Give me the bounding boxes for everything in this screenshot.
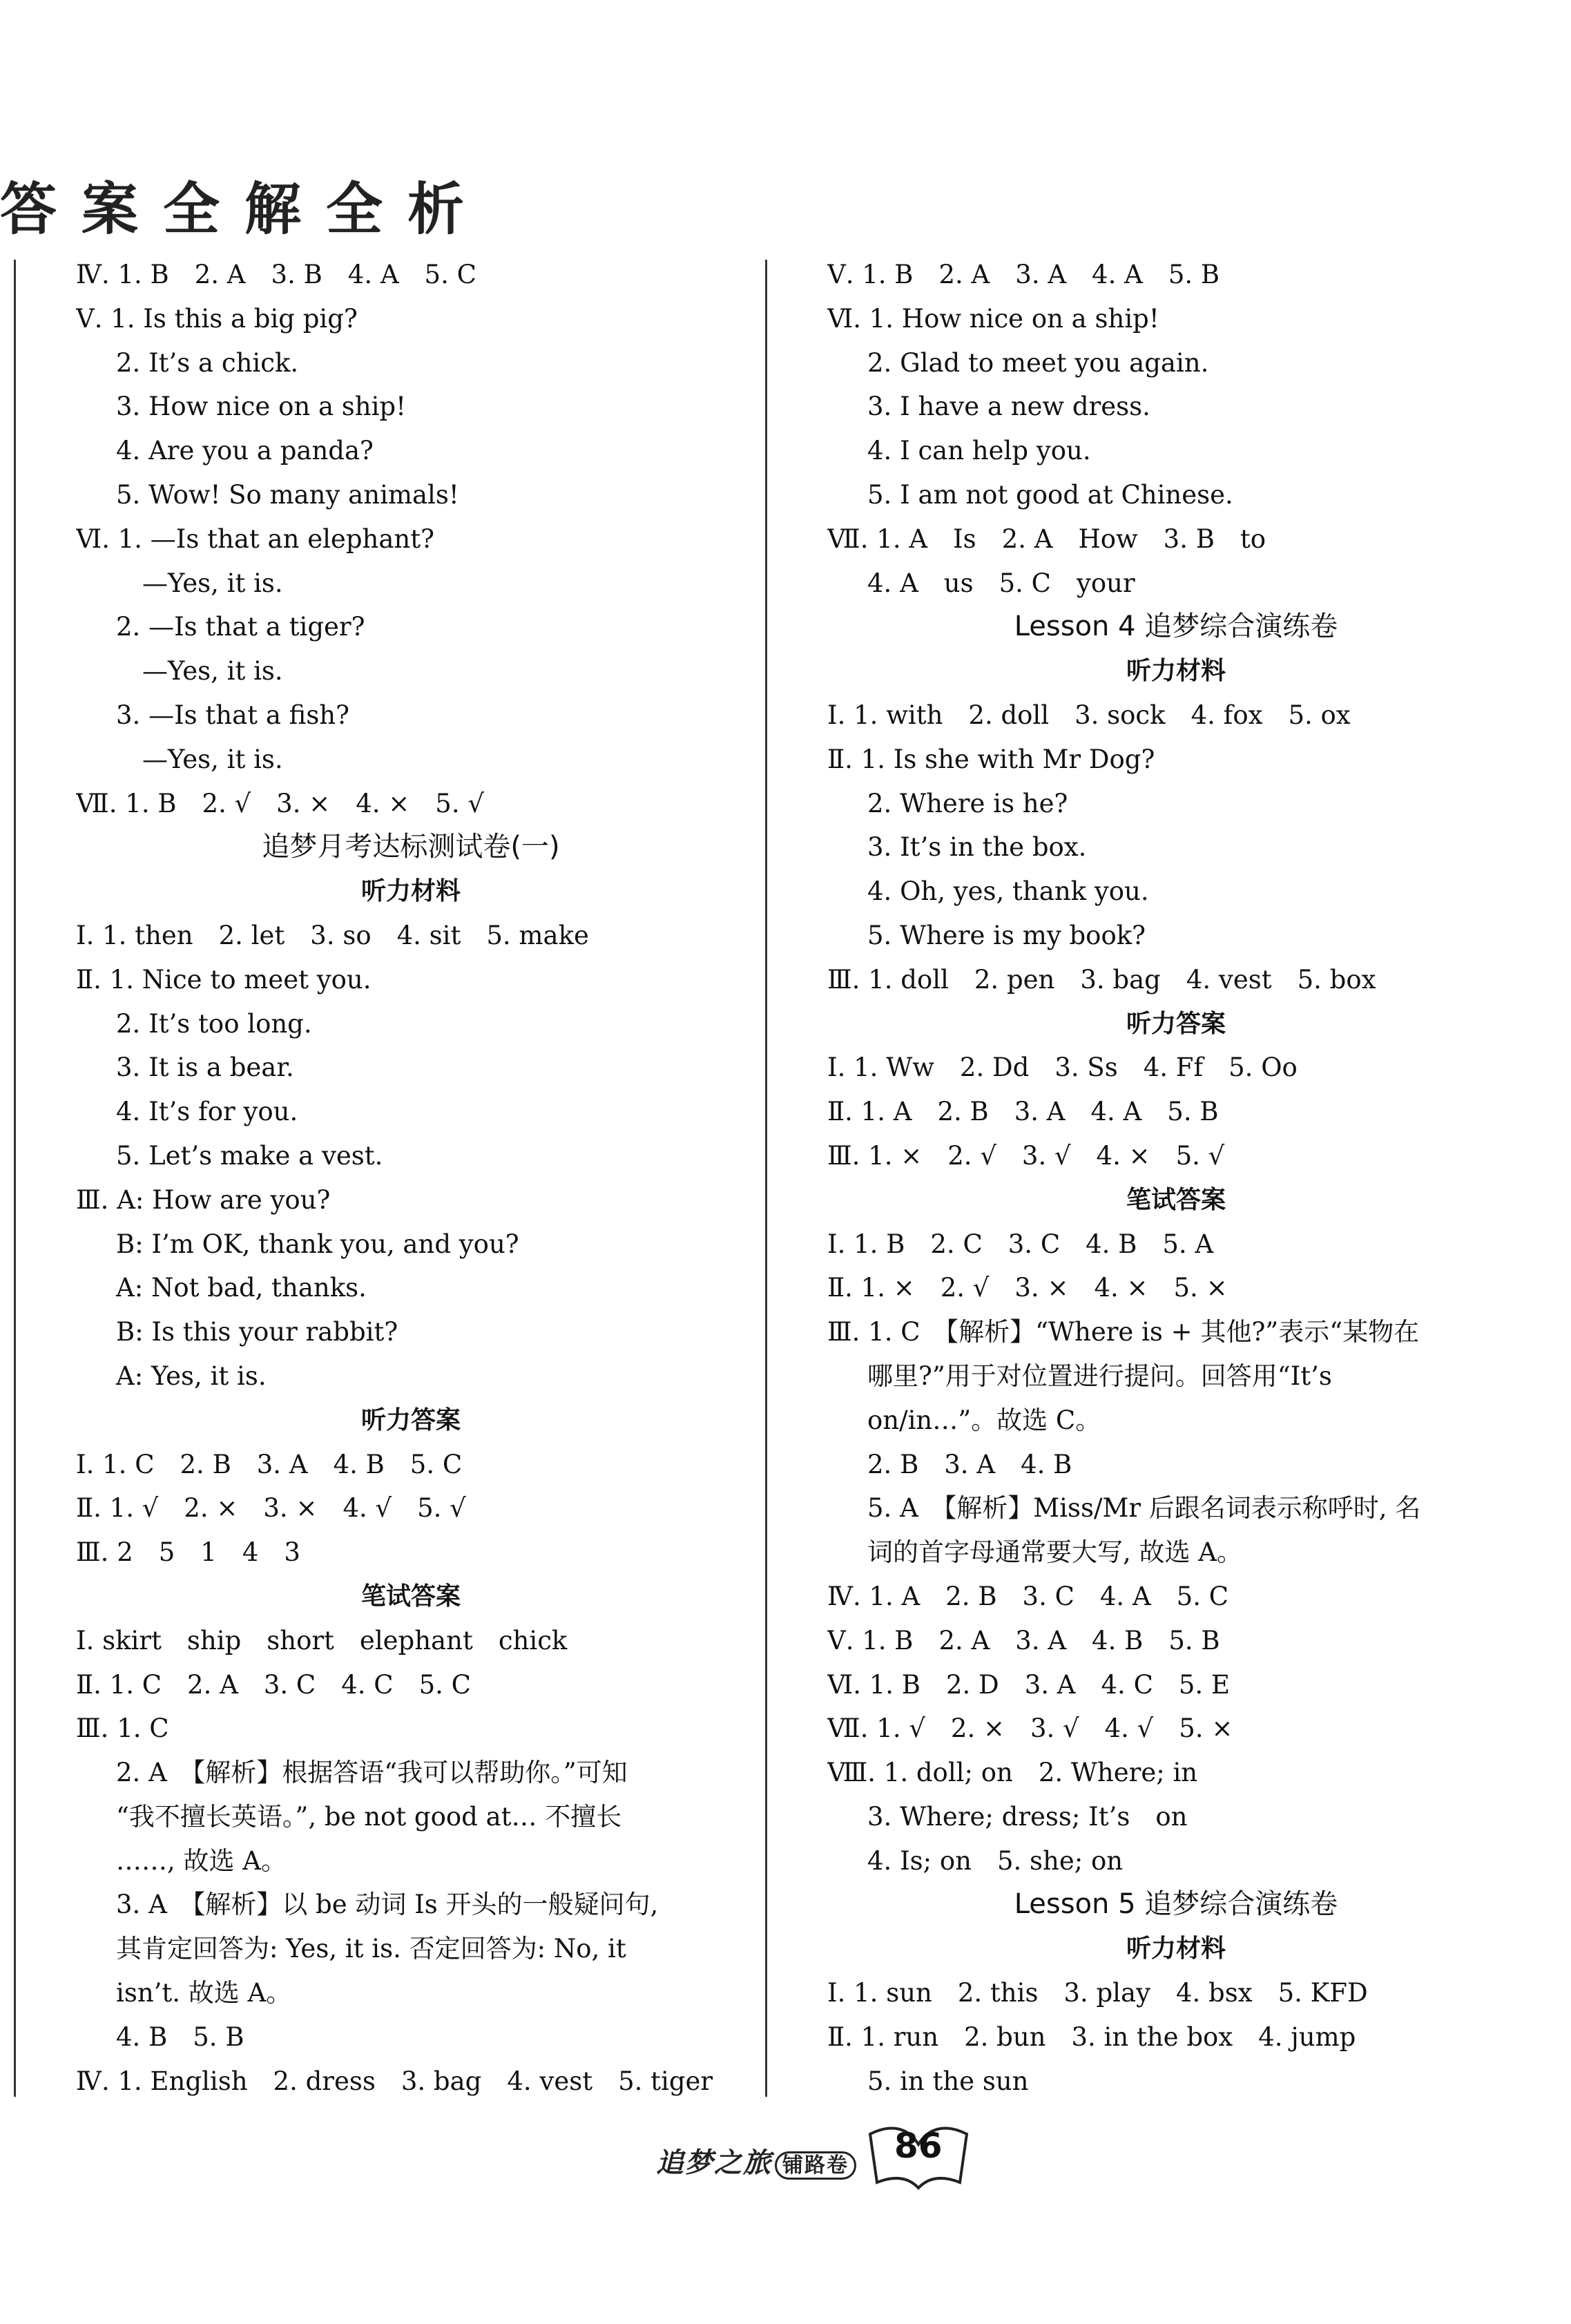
left-line: 2. A 【解析】根据答语“我可以帮助你。”可知: [116, 1758, 628, 1788]
right-line: 4. A us 5. C your: [867, 568, 1135, 598]
footer-brand-logo: [656, 2141, 856, 2180]
right-line: Ⅴ. 1. B 2. A 3. A 4. A 5. B: [827, 260, 1220, 289]
right-line: Ⅱ. 1. × 2. √ 3. × 4. × 5. ×: [827, 1273, 1228, 1303]
right-section-heading: 听力答案: [1126, 1009, 1226, 1038]
left-line: B: I’m OK, thank you, and you?: [116, 1229, 519, 1259]
left-line: 3. It is a bear.: [116, 1053, 294, 1083]
right-line: Ⅷ. 1. doll; on 2. Where; in: [827, 1758, 1198, 1788]
left-line: 3. How nice on a ship!: [116, 392, 406, 422]
right-line: 词的首字母通常要大写, 故选 A。: [867, 1537, 1243, 1568]
left-line: B: Is this your rabbit?: [116, 1317, 398, 1347]
left-line: —Yes, it is.: [142, 568, 283, 598]
right-line: 5. Where is my book?: [867, 920, 1146, 950]
page-title: 答案全解全析: [0, 177, 490, 242]
left-line: Ⅰ. 1. C 2. B 3. A 4. B 5. C: [76, 1449, 463, 1479]
left-column: [76, 253, 773, 2103]
left-line: Ⅲ. A: How are you?: [76, 1184, 331, 1215]
footer-brand: 追梦之旅: [656, 2147, 772, 2179]
right-line: 5. I am not good at Chinese.: [867, 479, 1233, 510]
left-section-heading: 笔试答案: [360, 1582, 461, 1611]
right-line: Ⅰ. 1. sun 2. this 3. play 4. bsx 5. KFD: [827, 1978, 1368, 2008]
right-line: Ⅵ. 1. B 2. D 3. A 4. C 5. E: [827, 1669, 1230, 1700]
right-line: 4. I can help you.: [867, 436, 1091, 466]
right-line: on/in…”。故选 C。: [867, 1405, 1101, 1435]
right-line: 2. Glad to meet you again.: [867, 347, 1209, 378]
right-line: Ⅱ. 1. A 2. B 3. A 4. A 5. B: [827, 1097, 1219, 1127]
left-line: ……, 故选 A。: [116, 1845, 287, 1876]
left-line: 2. —Is that a tiger?: [116, 612, 365, 642]
left-line: 3. A 【解析】以 be 动词 Is 开头的一般疑问句,: [116, 1890, 659, 1920]
right-line: 3. It’s in the box.: [867, 832, 1087, 863]
right-line: 3. Where; dress; It’s on: [867, 1801, 1188, 1832]
right-line: 4. Is; on 5. she; on: [867, 1845, 1124, 1876]
right-line: Ⅰ. 1. Ww 2. Dd 3. Ss 4. Ff 5. Oo: [827, 1053, 1298, 1083]
right-line: Ⅲ. 1. C 【解析】“Where is + 其他?”表示“某物在: [827, 1317, 1420, 1347]
left-line: 2. It’s a chick.: [116, 347, 299, 378]
page-number: 86: [894, 2126, 943, 2166]
left-line: Ⅲ. 2 5 1 4 3: [76, 1537, 300, 1568]
left-section-heading: 听力答案: [360, 1405, 461, 1434]
right-line: Ⅱ. 1. run 2. bun 3. in the box 4. jump: [827, 2022, 1356, 2052]
right-line: 2. B 3. A 4. B: [867, 1449, 1072, 1479]
left-line: Ⅱ. 1. Nice to meet you.: [76, 964, 372, 995]
left-line: 4. B 5. B: [116, 2022, 244, 2052]
left-line: isn’t. 故选 A。: [116, 1978, 292, 2008]
left-line: 其肯定回答为: Yes, it is. 否定回答为: No, it: [116, 1934, 626, 1964]
right-line: Ⅱ. 1. Is she with Mr Dog?: [827, 744, 1155, 774]
right-line: Ⅴ. 1. B 2. A 3. A 4. B 5. B: [827, 1625, 1220, 1655]
right-line: Ⅶ. 1. √ 2. × 3. √ 4. √ 5. ×: [827, 1713, 1233, 1744]
left-line: Ⅵ. 1. —Is that an elephant?: [76, 524, 434, 554]
left-line: —Yes, it is.: [142, 656, 283, 686]
left-line: Ⅶ. 1. B 2. √ 3. × 4. × 5. √: [76, 788, 484, 818]
left-line: Ⅲ. 1. C: [76, 1713, 169, 1744]
right-line: 哪里?”用于对位置进行提问。回答用“It’s: [867, 1361, 1332, 1391]
left-line: Ⅱ. 1. √ 2. × 3. × 4. √ 5. √: [76, 1493, 466, 1524]
right-section-heading: 笔试答案: [1126, 1185, 1226, 1214]
right-line: Ⅲ. 1. doll 2. pen 3. bag 4. vest 5. box: [827, 964, 1376, 995]
right-test-title: Lesson 5 追梦综合演练卷: [1014, 1888, 1338, 1921]
right-line: 5. A 【解析】Miss/Mr 后跟名词表示称呼时, 名: [867, 1493, 1421, 1524]
left-margin-rule: [14, 260, 16, 2097]
left-line: “我不擅长英语。”, be not good at… 不擅长: [116, 1801, 622, 1832]
right-line: Ⅲ. 1. × 2. √ 3. √ 4. × 5. √: [827, 1140, 1225, 1171]
left-line: 2. It’s too long.: [116, 1008, 312, 1039]
right-line: 4. Oh, yes, thank you.: [867, 876, 1149, 907]
left-section-heading: 听力材料: [360, 877, 461, 906]
right-line: Ⅶ. 1. A Is 2. A How 3. B to: [827, 524, 1266, 554]
left-line: 4. Are you a panda?: [116, 436, 374, 466]
left-line: 4. It’s for you.: [116, 1097, 298, 1127]
right-section-heading: 听力材料: [1126, 1934, 1226, 1963]
right-line: 3. I have a new dress.: [867, 392, 1150, 422]
right-line: 2. Where is he?: [867, 788, 1068, 818]
left-line: 3. —Is that a fish?: [116, 700, 349, 730]
left-line: Ⅰ. 1. then 2. let 3. so 4. sit 5. make: [76, 920, 589, 950]
right-section-heading: 听力材料: [1126, 657, 1226, 686]
left-line: Ⅰ. skirt ship short elephant chick: [76, 1625, 568, 1655]
left-line: 5. Wow! So many animals!: [116, 479, 459, 510]
right-test-title: Lesson 4 追梦综合演练卷: [1014, 611, 1338, 643]
left-line: Ⅳ. 1. B 2. A 3. B 4. A 5. C: [76, 260, 476, 289]
footer: [656, 2113, 974, 2196]
left-line: A: Yes, it is.: [116, 1361, 267, 1391]
left-line: Ⅴ. 1. Is this a big pig?: [76, 303, 358, 334]
right-column: [827, 253, 1525, 2103]
left-test-title: 追梦月考达标测试卷(一): [262, 831, 560, 863]
left-line: Ⅳ. 1. English 2. dress 3. bag 4. vest 5. tiger: [76, 2066, 713, 2096]
right-line: Ⅰ. 1. with 2. doll 3. sock 4. fox 5. ox: [827, 700, 1351, 730]
left-line: —Yes, it is.: [142, 744, 283, 774]
right-line: Ⅳ. 1. A 2. B 3. C 4. A 5. C: [827, 1581, 1229, 1611]
left-line: 5. Let’s make a vest.: [116, 1140, 383, 1171]
right-line: Ⅰ. 1. B 2. C 3. C 4. B 5. A: [827, 1229, 1214, 1259]
right-line: Ⅵ. 1. How nice on a ship!: [827, 303, 1159, 334]
left-line: Ⅱ. 1. C 2. A 3. C 4. C 5. C: [76, 1669, 471, 1700]
right-line: 5. in the sun: [867, 2066, 1029, 2096]
footer-series: 铺路卷: [775, 2151, 856, 2180]
left-line: A: Not bad, thanks.: [116, 1273, 367, 1303]
